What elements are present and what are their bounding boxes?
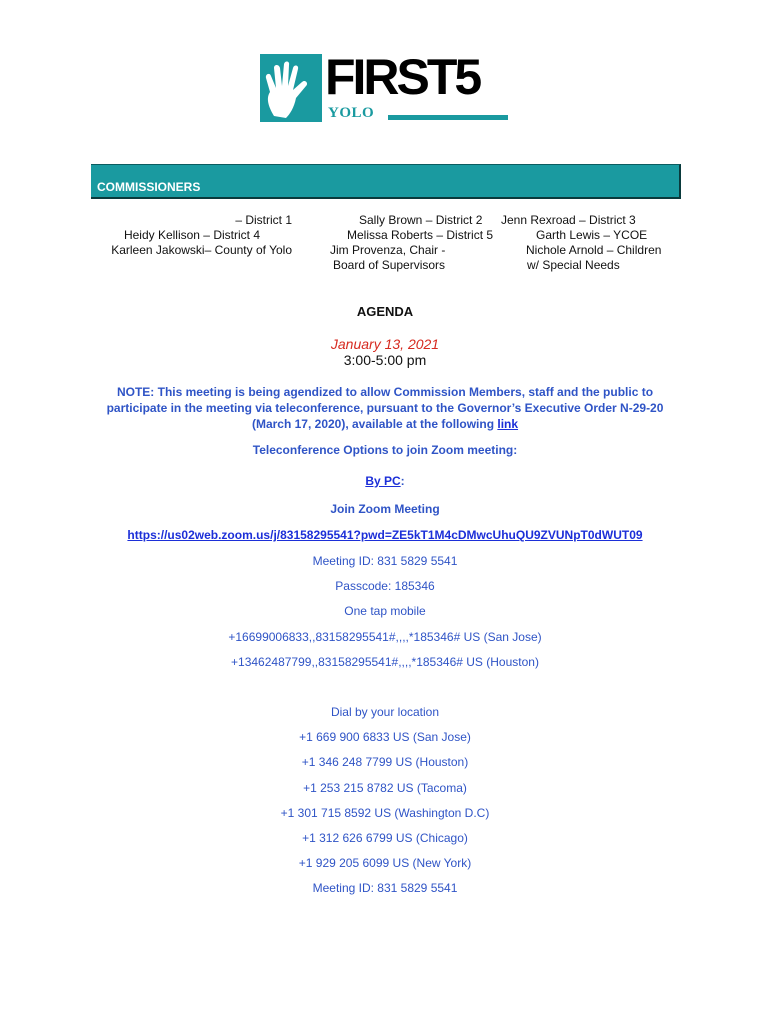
teleconference-note bbox=[98, 384, 672, 432]
join-zoom-heading: Join Zoom Meeting bbox=[330, 502, 440, 516]
one-tap-houston: +13462487799,,83158295541#,,,,*185346# US (Houston) bbox=[231, 655, 539, 669]
commissioner-d5: Melissa Roberts – District 5 bbox=[347, 228, 494, 242]
by-pc-link[interactable]: By PC bbox=[365, 474, 401, 488]
logo-yolo: YOLO bbox=[328, 105, 375, 121]
commissioner-d1: – District 1 bbox=[235, 213, 292, 227]
commissioner-special-needs: w/ Special Needs bbox=[527, 258, 620, 272]
commissioners-bar bbox=[91, 164, 681, 199]
commissioner-d4: Heidy Kellison – District 4 bbox=[123, 228, 260, 242]
commissioner-chair: Jim Provenza, Chair - bbox=[330, 243, 446, 257]
hand-icon bbox=[260, 54, 322, 122]
dial-number: +1 346 248 7799 US (Houston) bbox=[301, 755, 469, 769]
executive-order-link[interactable]: link bbox=[497, 417, 519, 431]
commissioner-chair-board: Board of Supervisors bbox=[333, 258, 446, 272]
dial-number: +1 312 626 6799 US (Chicago) bbox=[302, 831, 468, 845]
dial-heading: Dial by your location bbox=[330, 705, 440, 719]
meeting-date: January 13, 2021 bbox=[330, 336, 440, 352]
commissioners-heading: COMMISSIONERS bbox=[97, 180, 201, 194]
by-pc-colon: : bbox=[400, 474, 405, 488]
commissioner-children: Nichole Arnold – Children bbox=[526, 243, 662, 257]
logo-underline bbox=[388, 115, 508, 120]
one-tap-san-jose: +16699006833,,83158295541#,,,,*185346# US (San Jose) bbox=[228, 630, 542, 644]
dial-number: +1 669 900 6833 US (San Jose) bbox=[299, 730, 471, 744]
one-tap-heading: One tap mobile bbox=[344, 604, 426, 618]
logo-wordmark: FIRST5 bbox=[325, 49, 480, 105]
commissioner-d3: Jenn Rexroad – District 3 bbox=[501, 213, 636, 227]
note-text: NOTE: This meeting is being agendized to allow Commission Members, staff and the public to participate in the meeting via teleconference, pursuant to the Governor’s Executive Order N-29-20 (March 17, 2020), available at the following bbox=[106, 385, 664, 431]
dial-number: +1 929 205 6099 US (New York) bbox=[298, 856, 472, 870]
teleconference-options-heading: Teleconference Options to join Zoom meeting: bbox=[252, 443, 518, 457]
commissioner-d2: Sally Brown – District 2 bbox=[359, 213, 483, 227]
by-pc-line bbox=[0, 474, 770, 488]
zoom-url-line bbox=[0, 528, 770, 542]
dial-number: +1 253 215 8782 US (Tacoma) bbox=[303, 781, 467, 795]
first5-logo bbox=[260, 49, 510, 124]
dial-number: +1 301 715 8592 US (Washington D.C) bbox=[280, 806, 490, 820]
passcode: Passcode: 185346 bbox=[335, 579, 435, 593]
commissioner-ycoe: Garth Lewis – YCOE bbox=[536, 228, 648, 242]
zoom-meeting-link[interactable]: https://us02web.zoom.us/j/83158295541?pwd=ZE5kT1M4cDMwcUhuQU9ZVUNpT0dWUT09 bbox=[127, 528, 643, 542]
meeting-id: Meeting ID: 831 5829 5541 bbox=[312, 554, 458, 568]
meeting-time: 3:00-5:00 pm bbox=[343, 352, 427, 368]
agenda-title: AGENDA bbox=[356, 304, 414, 319]
meeting-id-repeat: Meeting ID: 831 5829 5541 bbox=[312, 881, 458, 895]
commissioner-county: Karleen Jakowski– County of Yolo bbox=[111, 243, 292, 257]
